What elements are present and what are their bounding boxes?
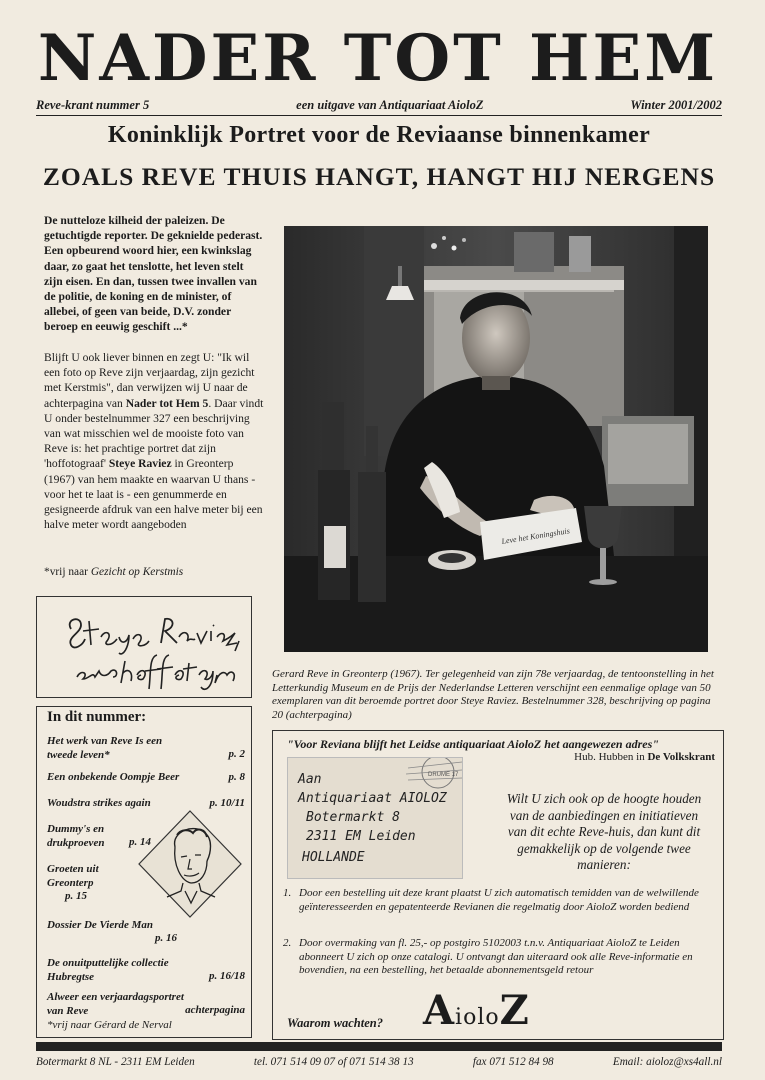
envelope-line-4: 2311 EM Leiden (306, 829, 416, 844)
issue-bar (36, 98, 722, 116)
aioloz-logo (423, 987, 530, 1034)
envelope-line-1: Aan (298, 772, 322, 787)
subscription-pitch: Wilt U zich ook op de hoogte houden van de aanbiedingen en initiatieven van dit echte Reve-huis, dan kunt dit gemakkelijk op de volgende twee manieren: (506, 791, 702, 873)
toc-item-label: Alweer een verjaardagsportret van Reve (47, 991, 184, 1017)
reve-sketch-illustration (137, 809, 243, 919)
publisher-line: een uitgave van Antiquariaat AioloZ (296, 98, 484, 112)
intro-paragraph: De nutteloze kilheid der paleizen. De getuchtigde reporter. De geknielde pederast. Een opbeurend woord hier, een kwinkslag daar, zo gaat het tenslotte, het leven stelt zijn eisen. En dan, tussen twee invallen van de politie, de koning en de minister, of allebei, of geen van beide, D.V. zonder beroep en eeuwig geschift ...* (44, 214, 263, 334)
toc-item-label: Dossier De Vierde Man (47, 919, 154, 931)
handwritten-signature (37, 597, 251, 697)
quote-source-paper: De Volkskrant (647, 751, 715, 763)
body-bold-2: Steye Raviez (108, 457, 172, 471)
press-quote: "Voor Reviana blijft het Leidse antiquariaat AioloZ het aangewezen adres" (287, 737, 659, 751)
body-text-3: in Greonterp (1967) van hem maakte en waarvan U thans - voor het te laat is - een genummerde en gesigneerde afdruk van een halve meter bij een halve meter wordt aangeboden (44, 457, 263, 532)
toc-item (47, 735, 245, 762)
footer-email: Email: aioloz@xs4all.nl (612, 1056, 722, 1068)
toc-item-label: De onuitputtelijke collectie Hubregtse (47, 957, 169, 983)
toc-item-page: p. 2 (228, 748, 245, 760)
toc-item-label: Groeten uit Greonterp (47, 863, 99, 889)
masthead-title: NADER TOT HEM (37, 21, 719, 96)
sub-headline: ZOALS REVE THUIS HANGT, HANGT HIJ NERGENS (42, 162, 716, 191)
stamp-text: DRUME 17 (428, 772, 459, 778)
issue-number: Reve-krant nummer 5 (36, 98, 150, 112)
reve-portrait-photo (284, 226, 708, 652)
option-number: 1. (283, 887, 292, 899)
envelope-line-2: Antiquariaat AIOLOZ (298, 791, 447, 806)
quote-source (574, 751, 715, 763)
option-text: Door een bestelling uit deze krant plaatst U zich automatisch temidden van de welwillende geïnteresseerden en gepatenteerde Revianen die regelmatig door AioloZ worden bediend (299, 887, 699, 913)
toc-item (47, 919, 177, 944)
main-headline: Koninklijk Portret voor de Reviaanse binnenkamer (107, 122, 651, 148)
photo-caption: Gerard Reve in Greonterp (1967). Ter gelegenheid van zijn 78e verjaardag, de tentoonstelling in het Letterkundig Museum en de Prijs der Nederlandse Letteren verschijnt een eenmalige oplage van 50 exemplaren van dit beroemde portret door Steye Raviez. Bestelnummer 328, beschrijving op pagina 20 (achterpagina) (272, 668, 714, 721)
toc-footnote: *vrij naar Gérard de Nerval (47, 1019, 172, 1031)
footer-address: Botermarkt 8 NL - 2311 EM Leiden (36, 1056, 195, 1068)
intro-footnote (44, 566, 264, 578)
option-number: 2. (283, 937, 292, 949)
footer-tel: tel. 071 514 09 07 of 071 514 38 13 (253, 1056, 414, 1068)
call-to-action: Waarom wachten? (287, 1016, 383, 1030)
envelope-line-3: Botermarkt 8 (306, 810, 400, 825)
footer-divider (36, 1042, 722, 1051)
toc-item (47, 863, 127, 902)
envelope-address (298, 770, 447, 867)
toc-title: In dit nummer: (47, 709, 147, 725)
option-text: Door overmaking van fl. 25,- op postgiro 5102003 t.n.v. Antiquariaat AioloZ te Leiden abonneert U zich op onze catalogi. U ontvangt dan uiteraard ook alle Reve-informatie en bovendien, na een bestelling, het betaalde abonnementsgeld retour (299, 937, 693, 977)
toc-item-page: p. 10/11 (209, 797, 245, 809)
toc-item (47, 957, 245, 984)
toc-item-page: p. 14 (129, 836, 151, 848)
footer-fax: fax 071 512 84 98 (472, 1056, 554, 1068)
body-text-2: . Daar vindt U onder bestelnummer 327 een beschrijving van wat misschien wel de mooiste foto van Reve is: het prachtige portret dat zijn 'hoffotograaf' (44, 396, 264, 471)
body-bold-1: Nader tot Hem 5 (125, 396, 209, 410)
letter-text: Leve het Koningshuis (500, 526, 571, 546)
issue-season: Winter 2001/2002 (630, 98, 722, 112)
body-text-1: Blijft U ook liever binnen en zegt U: "Ik wil een foto op Reve zijn verjaardag, zijn gezicht met Kerstmis", dan verwijzen wij U naar de achterpagina van (44, 351, 255, 410)
logo-iolo: iolo (455, 1005, 500, 1030)
option-1 (283, 887, 713, 914)
option-2 (283, 937, 713, 978)
footnote-prefix: *vrij naar (44, 566, 91, 578)
toc-item-page: achterpagina (185, 1004, 245, 1016)
body-paragraph (44, 350, 264, 532)
logo-a: A (423, 987, 456, 1034)
toc-item-page: p. 15 (65, 890, 87, 902)
envelope-line-5: HOLLANDE (302, 850, 365, 865)
subscription-ad-box (272, 730, 724, 1040)
envelope-image (287, 757, 463, 879)
toc-item-label: Woudstra strikes again (47, 797, 151, 809)
portrait-illustration (284, 226, 708, 652)
table-of-contents (36, 706, 252, 1038)
toc-item-page: p. 16/18 (208, 970, 245, 982)
toc-item-label: Het werk van Reve Is een tweede leven* (47, 735, 163, 761)
footnote-title: Gezicht op Kerstmis (90, 566, 184, 578)
quote-source-author: Hub. Hubben in (574, 751, 648, 763)
toc-item-page: p. 16 (155, 932, 177, 944)
toc-item-label: Dummy's en drukproeven (47, 823, 105, 849)
footer-contact (36, 1056, 722, 1068)
toc-item-page: p. 8 (228, 771, 245, 783)
toc-item-label: Een onbekende Oompje Beer (47, 771, 180, 783)
toc-item (47, 991, 245, 1018)
logo-z: Z (499, 987, 530, 1034)
toc-item (47, 771, 245, 785)
signature-box (36, 596, 252, 698)
